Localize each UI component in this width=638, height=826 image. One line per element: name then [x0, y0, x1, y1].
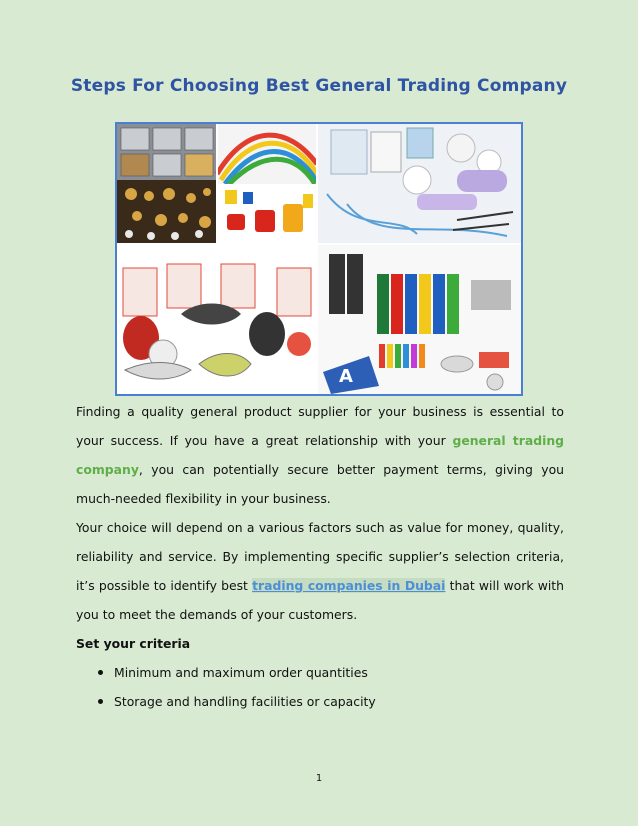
trading-companies-link[interactable]: trading companies in Dubai	[252, 578, 446, 593]
criteria-list	[76, 658, 564, 716]
list-item: Storage and handling facilities or capacity	[98, 687, 564, 716]
svg-text:A: A	[339, 366, 353, 387]
criteria-heading: Set your criteria	[76, 636, 191, 651]
list-item: Minimum and maximum order quantities	[98, 658, 564, 687]
paragraph-1: Finding a quality general product supplier for your business is essential to your success. If you have a great relationship with your general trading company, you can potentially secure better payment terms, giving you much-needed flexibility in your business.	[76, 404, 565, 506]
page-number: 1	[315, 773, 323, 784]
product-collage-image	[115, 122, 523, 396]
product-collage-icon	[117, 124, 521, 394]
page-title: Steps For Choosing Best General Trading Company	[70, 76, 568, 96]
keyword-general-trading-company: general trading company	[76, 433, 565, 477]
paragraph-2: Your choice will depend on a various factors such as value for money, quality, reliability and service. By implementing specific supplier’s selection criteria, it’s possible to identify best trading companies in Dubai that will work with you to meet the demands of your customers.	[76, 520, 564, 622]
body-text	[76, 397, 564, 716]
